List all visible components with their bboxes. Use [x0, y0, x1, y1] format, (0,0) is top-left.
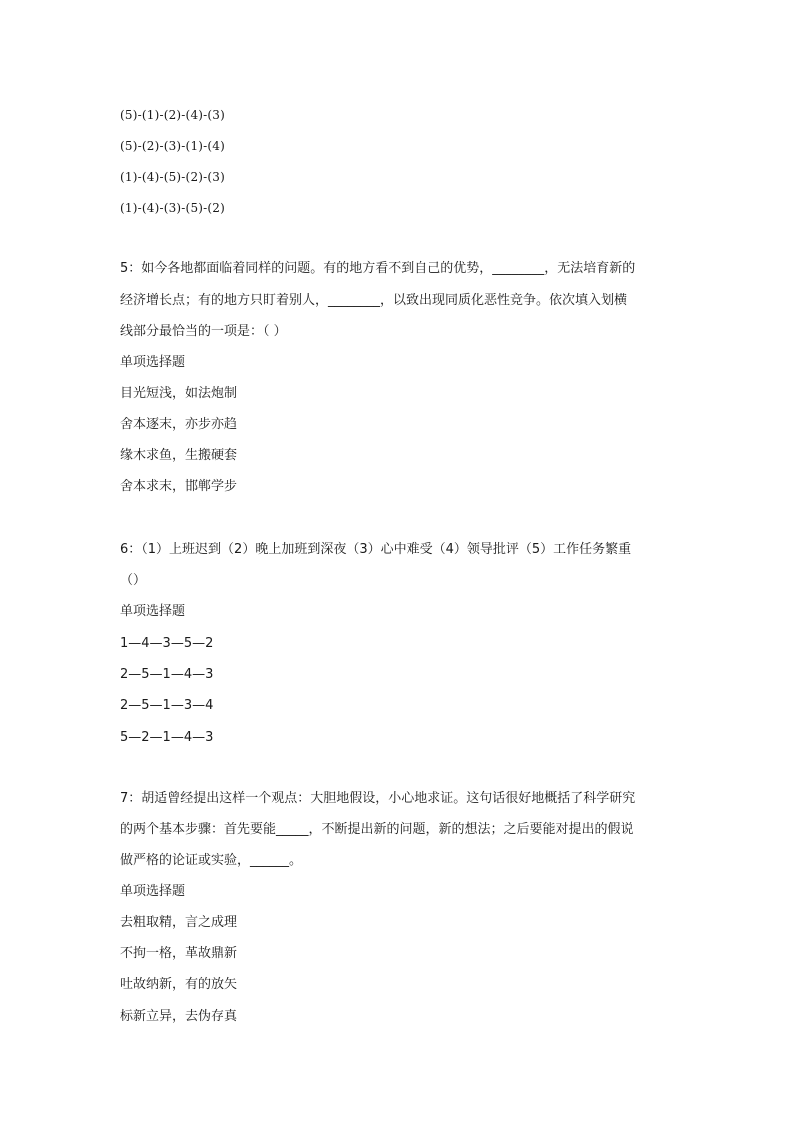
q7-text-line3: 做严格的论证或实验，______。 — [120, 853, 303, 868]
q6-option-a: 1—4—3—5—2 — [120, 636, 214, 651]
q7-option-c: 吐故纳新，有的放矢 — [120, 977, 238, 992]
q5-text-line3: 线部分最恰当的一项是：（ ） — [120, 324, 287, 339]
q7-option-a: 去粗取精，言之成理 — [120, 915, 238, 930]
q7-text-line2: 的两个基本步骤：首先要能_____，不断提出新的问题，新的想法；之后要能对提出的假说 — [120, 822, 634, 837]
q6-option-b: 2—5—1—4—3 — [120, 667, 214, 682]
q6-type: 单项选择题 — [120, 604, 186, 619]
q7-option-b: 不拘一格，革故鼎新 — [120, 946, 238, 961]
q7-type: 单项选择题 — [120, 884, 186, 899]
q7-text-line1: 7：胡适曾经提出这样一个观点：大胆地假设，小心地求证。这句话很好地概括了科学研究 — [120, 791, 636, 806]
prev-option-c: (1)-(4)-(5)-(2)-(3) — [120, 170, 226, 184]
q5-option-d: 舍本求末，邯郸学步 — [120, 479, 238, 494]
prev-option-b: (5)-(2)-(3)-(1)-(4) — [120, 139, 226, 153]
prev-option-a: (5)-(1)-(2)-(4)-(3) — [120, 108, 226, 122]
q6-text-line1: 6：（1）上班迟到（2）晚上加班到深夜（3）心中难受（4）领导批评（5）工作任务繁重 — [120, 542, 632, 557]
q5-text-line2: 经济增长点；有的地方只盯着别人，________，以致出现同质化恶性竞争。依次填入划横 — [120, 293, 628, 308]
q5-option-a: 目光短浅，如法炮制 — [120, 386, 238, 401]
prev-option-d: (1)-(4)-(3)-(5)-(2) — [120, 201, 226, 215]
q6-option-d: 5—2—1—4—3 — [120, 730, 214, 745]
q7-option-d: 标新立异，去伪存真 — [120, 1009, 238, 1024]
q6-text-line2: （） — [120, 573, 147, 588]
q5-option-b: 舍本逐末，亦步亦趋 — [120, 417, 238, 432]
q5-type: 单项选择题 — [120, 355, 186, 370]
q5-option-c: 缘木求鱼，生搬硬套 — [120, 448, 238, 463]
q5-text-line1: 5：如今各地都面临着同样的问题。有的地方看不到自己的优势，________，无法培育新的 — [120, 261, 636, 276]
q6-option-c: 2—5—1—3—4 — [120, 698, 214, 713]
